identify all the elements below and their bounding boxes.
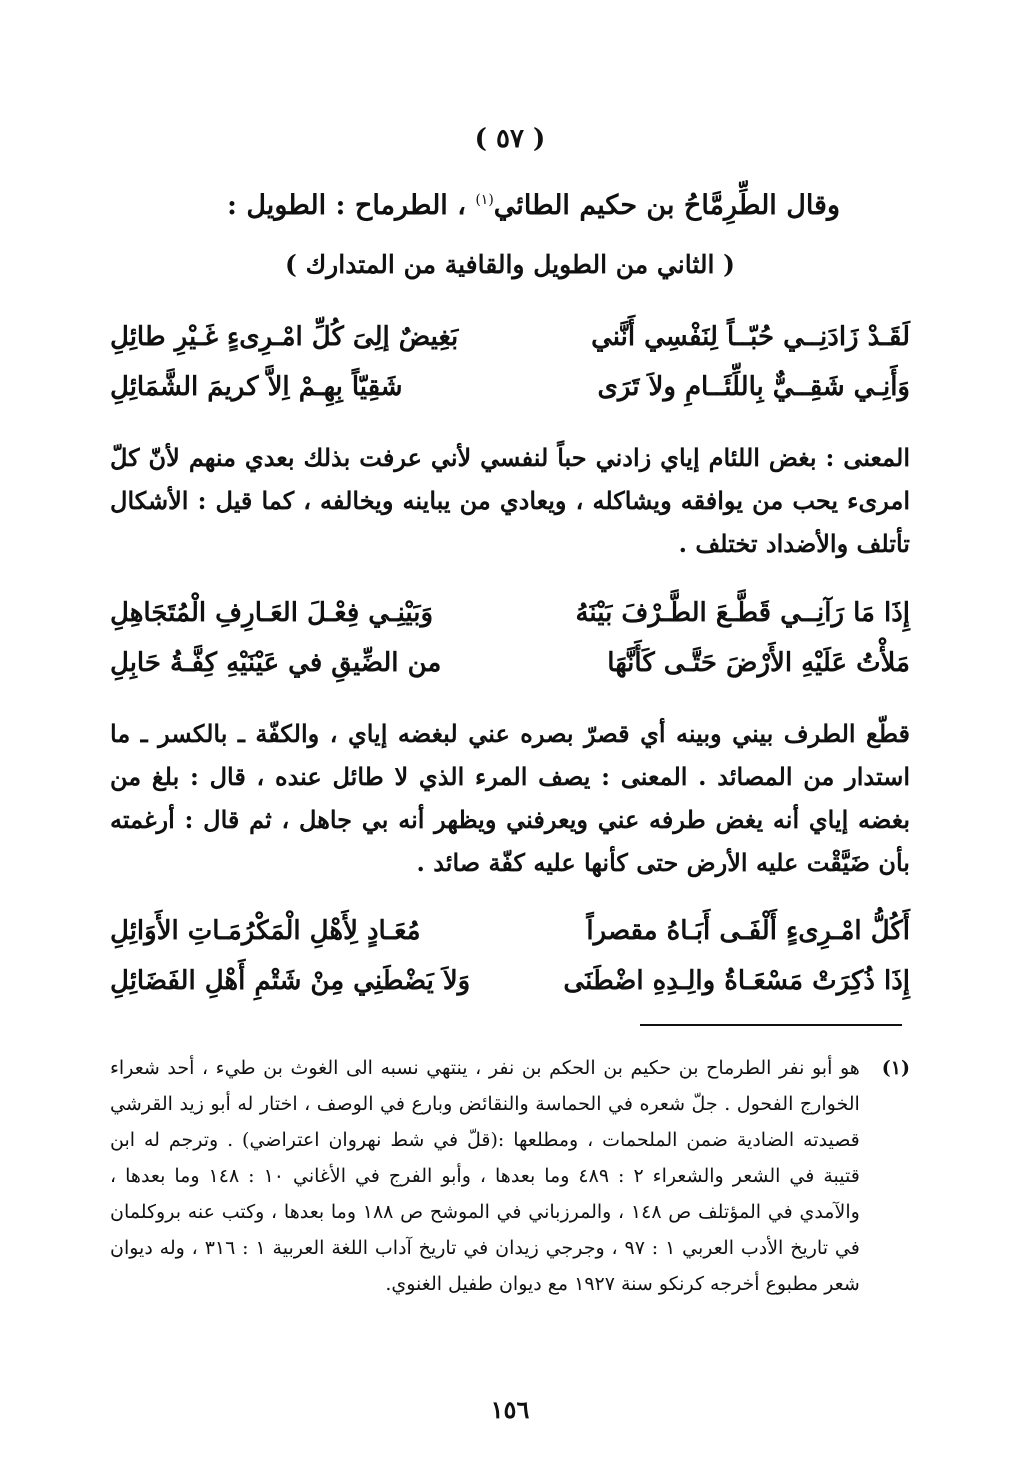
- footnote-number: (١): [881, 1057, 910, 1079]
- verse-second-hemistich: شَقِيّاً بِهِـمْ اِلاَّ كريمَ الشَّمَائِلِ: [110, 372, 403, 402]
- verse-line: [110, 956, 910, 1006]
- commentary-2: [110, 712, 910, 884]
- verse-second-hemistich: وَلاَ يَضْطَنِي مِنْ شَتْمِ أَهْلِ الفَضَائِلِ: [110, 966, 471, 996]
- verse-second-hemistich: بَغِيضٌ إلِىَ كُلِّ امْـرِىءٍ غَـيْرِ طائِلِ: [110, 322, 459, 352]
- verse-line: [110, 906, 910, 956]
- meter-subheading: ( الثاني من الطويل والقافية من المتدارك ): [285, 250, 735, 279]
- verse-first-hemistich: إِذَا ذُكِرَتْ مَسْعَـاةُ والِـدِهِ اضْطَنَى: [563, 966, 910, 996]
- page-number: ١٥٦: [490, 1395, 530, 1424]
- commentary-text: قطّع الطرف بيني وبينه أي قصرّ بصره عني لبغضه إياي ، والكفّة ـ بالكسر ـ ما استدار من المصائد . المعنى : يصف المرء الذي لا طائل عنده ، قال : بلغ من بغضه إياي أنه يغض طرفه عني ويعرفني ويظهر أنه بي جاهل ، ثم قال : أرغمته بأن ضَيَّقْت عليه الأرض حتى كأنها عليه كفّة صائد .: [110, 719, 910, 877]
- verse-group-3: [110, 906, 910, 1006]
- verse-first-hemistich: وَأَنِـي شَقِــيٌّ بِاللِّئَــامِ ولاَ تَرَى: [597, 372, 910, 402]
- verse-line: [110, 588, 910, 638]
- verse-first-hemistich: مَلأْتُ عَلَيْهِ الأَرْضَ حَتَّـى كَأَنَّهَا: [607, 648, 910, 678]
- poem-number: ( ٥٧ ): [474, 124, 546, 154]
- footnote-reference[interactable]: (١): [475, 192, 494, 208]
- verse-line: [110, 362, 910, 412]
- verse-line: [110, 638, 910, 688]
- commentary-text: المعنى : بغض اللئام إياي زادني حباً لنفسي لأني عرفت بذلك بعدي منهم لأنّ كلّ امرىء يحب من يوافقه ويشاكله ، ويعادي من يباينه ويخالفه ، كما قيل : الأشكال تأتلف والأضداد تختلف .: [110, 443, 910, 558]
- heading-text: وقال الطِّرِمَّاحُ بن حكيم الطائي: [493, 190, 840, 221]
- verse-second-hemistich: وَبَيْنِـي فِعْـلَ العَـارِفِ الْمُتَجَاهِلِ: [110, 598, 434, 628]
- verse-second-hemistich: مُعَـادٍ لِأَهْلِ الْمَكْرُمَـاتِ الأَوَائِلِ: [110, 916, 421, 946]
- verse-line: [110, 312, 910, 362]
- poem-heading: [140, 190, 840, 221]
- footnote-text: هو أبو نفر الطرماح بن حكيم بن الحكم بن نفر ، ينتهي نسبه الى الغوث بن طيء ، أحد شعراء الخوارج الفحول . جلّ شعره في الحماسة والنقائض وبارع في الوصف ، اختار له أبو زيد القرشي قصيدته الضادية ضمن الملحمات ، ومطلعها :(قلّ في شط نهروان اعتراضي) . وترجم له ابن قتيبة في الشعر والشعراء ٢ : ٤٨٩ وما بعدها ، وأبو الفرج في الأغاني ١٠ : ١٤٨ وما بعدها ، والآمدي في المؤتلف ص ١٤٨ ، والمرزباني في الموشح ص ١٨٨ وما بعدها ، وكتب عنه بروكلمان في تاريخ الأدب العربي ١ : ٩٧ ، وجرجي زيدان في تاريخ آداب اللغة العربية ١ : ٣١٦ ، وله ديوان شعر مطبوع أخرجه كرنكو سنة ١٩٢٧ مع ديوان طفيل الغنوي.: [110, 1057, 860, 1295]
- verse-second-hemistich: من الضِّيقِ في عَيْنَيْهِ كِفَّـةُ حَابِلِ: [110, 648, 442, 678]
- verse-first-hemistich: أَكُلُّ امْـرِىءٍ أَلْفَـى أَبَـاهُ مقصراً: [586, 916, 910, 946]
- verse-group-1: [110, 312, 910, 412]
- footnote: [110, 1050, 910, 1302]
- verse-group-2: [110, 588, 910, 688]
- commentary-1: [110, 436, 910, 565]
- heading-tail: ، الطرماح : الطويل :: [226, 190, 466, 221]
- verse-first-hemistich: لَقَـدْ زَادَنِــي حُبّــاً لِنَفْسِي أَنَّني: [591, 322, 910, 352]
- footnote-divider: [640, 1024, 902, 1026]
- verse-first-hemistich: إِذَا مَا رَآنِــي قَطَّـعَ الطَّـرْفَ بَيْنَهُ: [575, 598, 910, 628]
